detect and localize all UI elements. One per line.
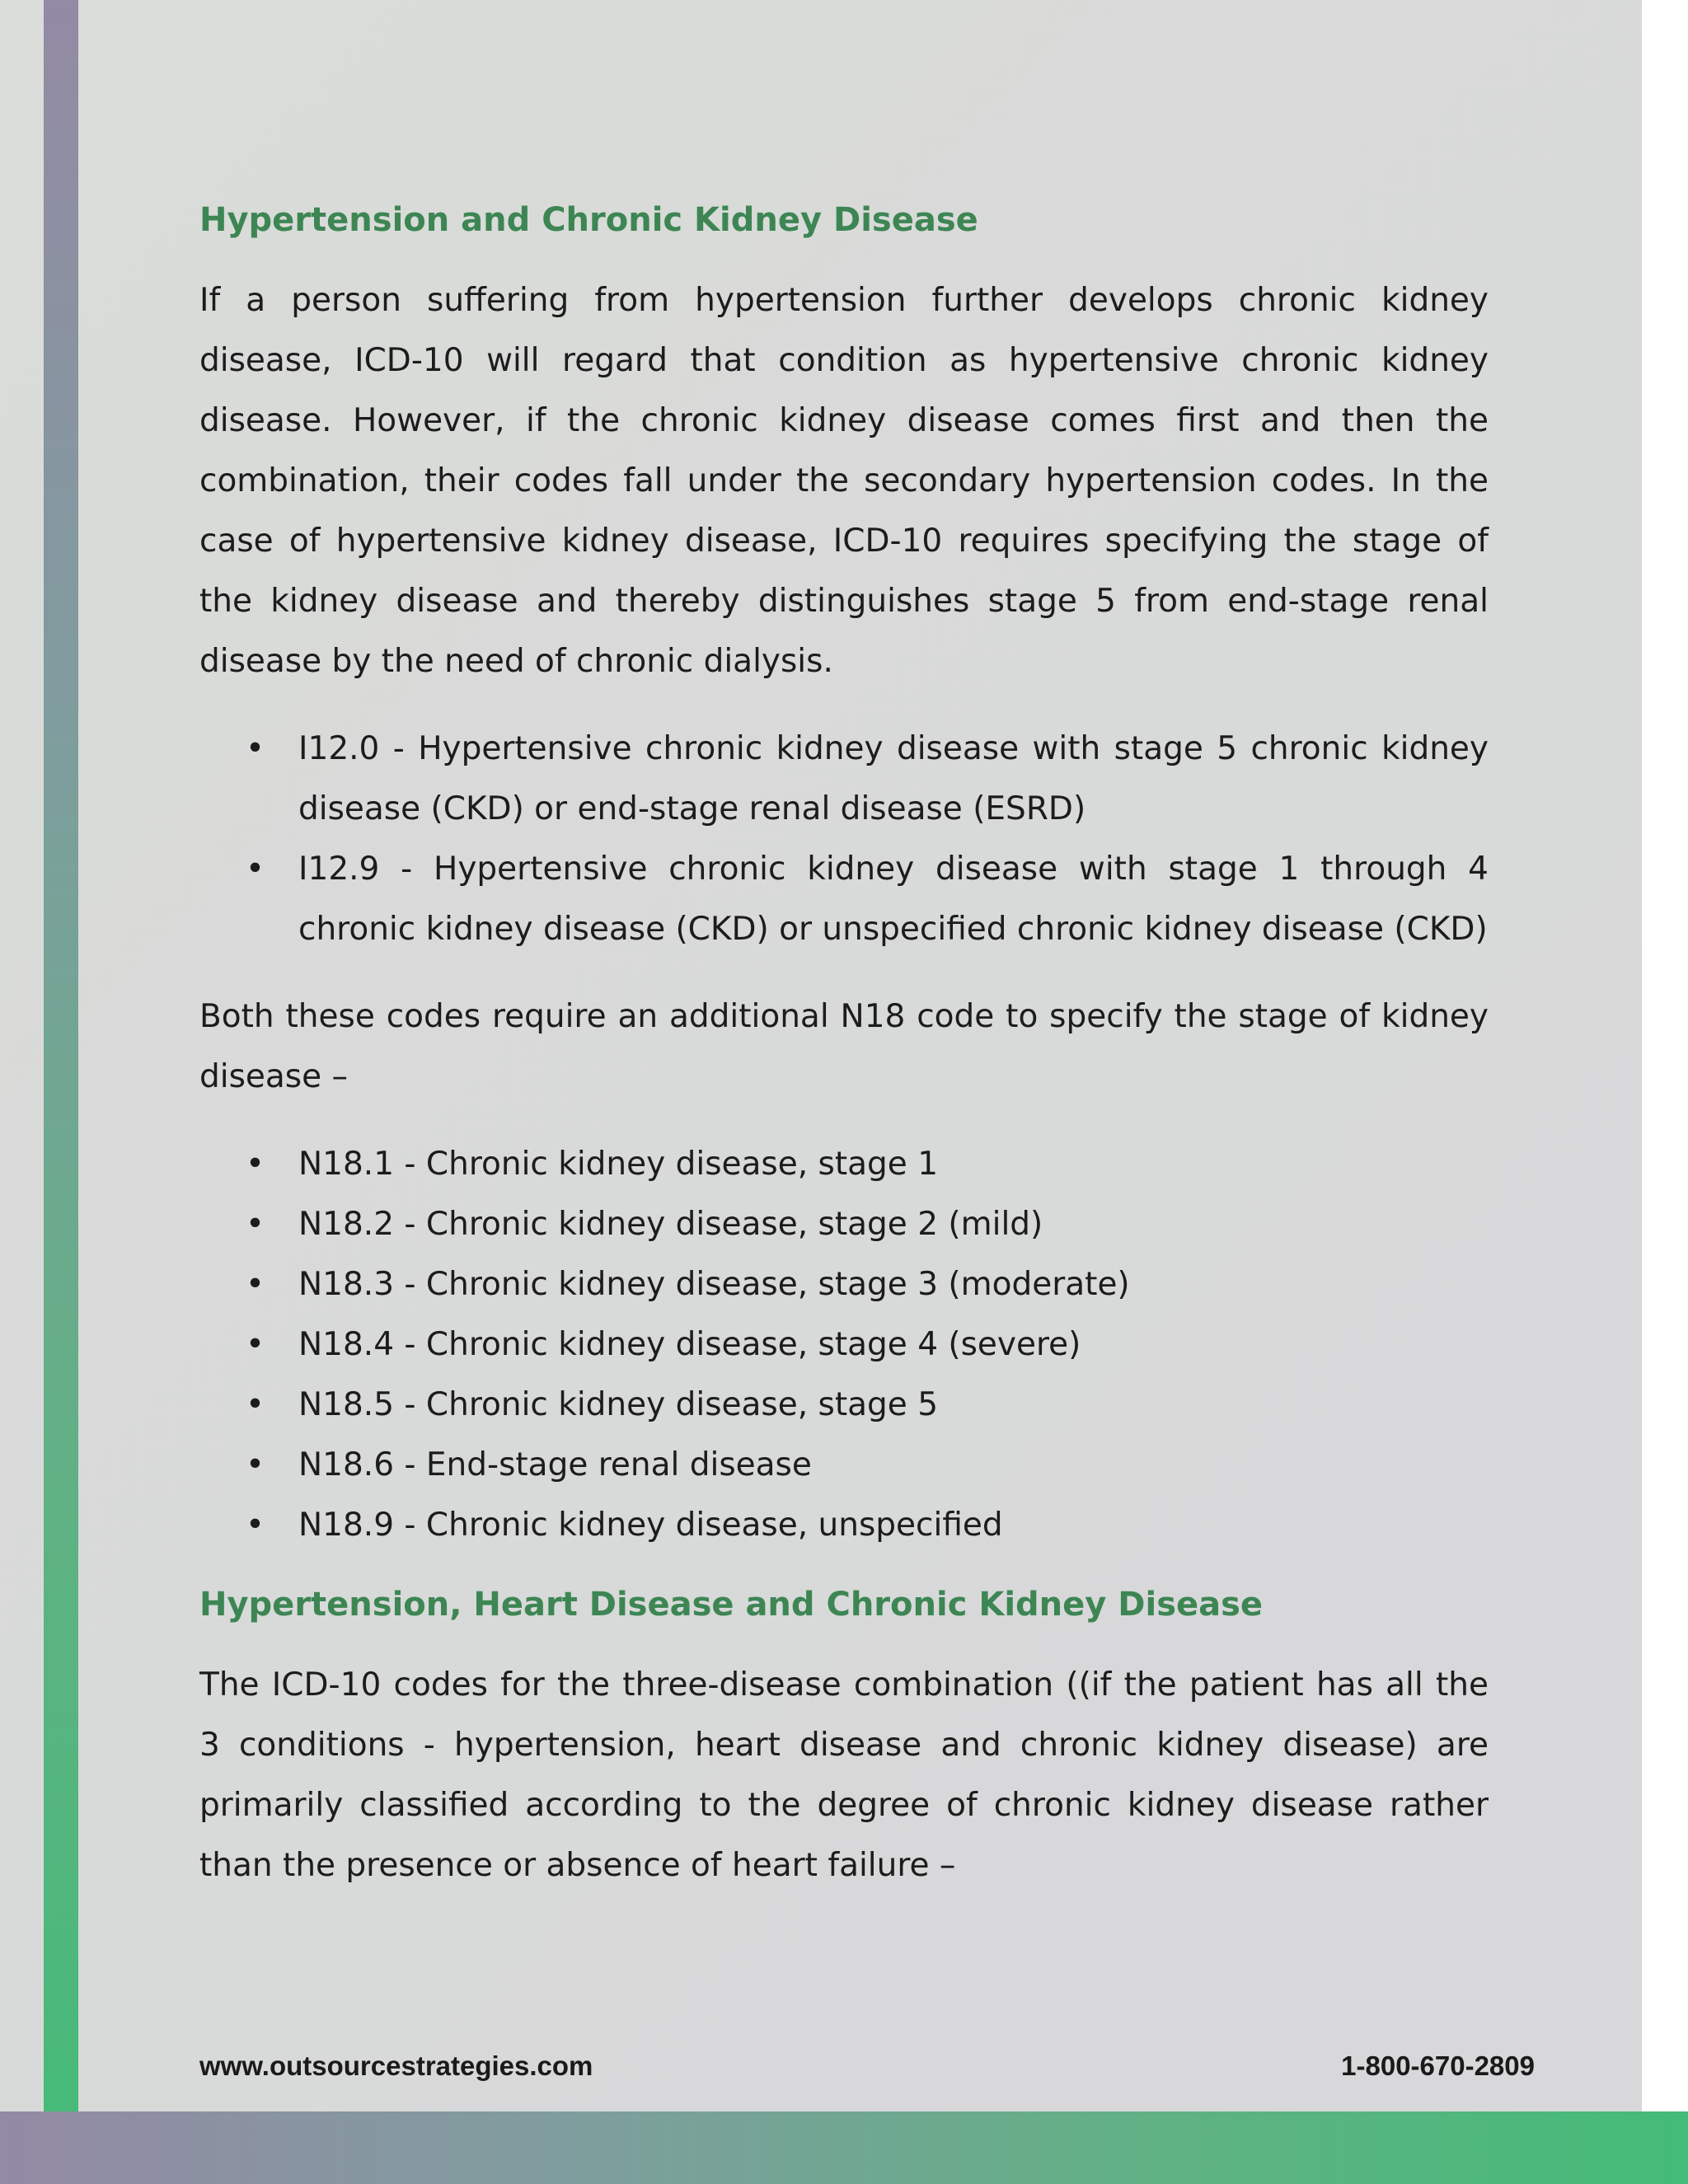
- n18-intro-paragraph: Both these codes require an additional N18 code to specify the stage of kidney disease –: [199, 998, 1489, 1095]
- list-item: • N18.4 - Chronic kidney disease, stage 4 (severe): [199, 1315, 1489, 1375]
- list-item: • N18.1 - Chronic kidney disease, stage 1: [199, 1134, 1489, 1194]
- three-disease-paragraph: The ICD-10 codes for the three-disease combination ((if the patient has all the 3 conditions - hypertension, heart disease and chronic kidney disease) are primarily classified according to the degree of chronic kidney disease rather than the presence or absence of heart failure –: [199, 1666, 1489, 1884]
- section-heading-heart-ckd: Hypertension, Heart Disease and Chronic Kidney Disease: [199, 1586, 1264, 1624]
- left-decorative-bar: [44, 0, 78, 2184]
- list-item: • N18.9 - Chronic kidney disease, unspecified: [199, 1495, 1489, 1555]
- list-item: • I12.0 - Hypertensive chronic kidney disease with stage 5 chronic kidney disease (CKD) or end-stage renal disease (ESRD): [199, 719, 1489, 839]
- footer-website-link[interactable]: www.outsourcestrategies.com: [199, 2050, 593, 2081]
- footer-phone-number: 1-800-670-2809: [1341, 2050, 1535, 2081]
- list-item: • N18.6 - End-stage renal disease: [199, 1435, 1489, 1495]
- i12-code-list: [199, 719, 1489, 959]
- document-content: [199, 195, 1489, 1896]
- section-heading-hypertension-ckd: Hypertension and Chronic Kidney Disease: [199, 201, 978, 239]
- list-item: • I12.9 - Hypertensive chronic kidney disease with stage 1 through 4 chronic kidney disease (CKD) or unspecified chronic kidney disease (CKD): [199, 839, 1489, 959]
- list-item: • N18.2 - Chronic kidney disease, stage 2 (mild): [199, 1194, 1489, 1254]
- bottom-decorative-bar: [0, 2111, 1688, 2184]
- list-item: • N18.5 - Chronic kidney disease, stage 5: [199, 1375, 1489, 1435]
- list-item: • N18.3 - Chronic kidney disease, stage 3 (moderate): [199, 1254, 1489, 1315]
- n18-code-list: [199, 1134, 1489, 1555]
- intro-paragraph: If a person suffering from hypertension further develops chronic kidney disease, ICD-10 will regard that condition as hypertensive chronic kidney disease. However, if the chronic kidney disease comes first and then the combination, their codes fall under the secondary hypertension codes. In the case of hypertensive kidney disease, ICD-10 requires specifying the stage of the kidney disease and thereby distinguishes stage 5 from end-stage renal disease by the need of chronic dialysis.: [199, 282, 1489, 680]
